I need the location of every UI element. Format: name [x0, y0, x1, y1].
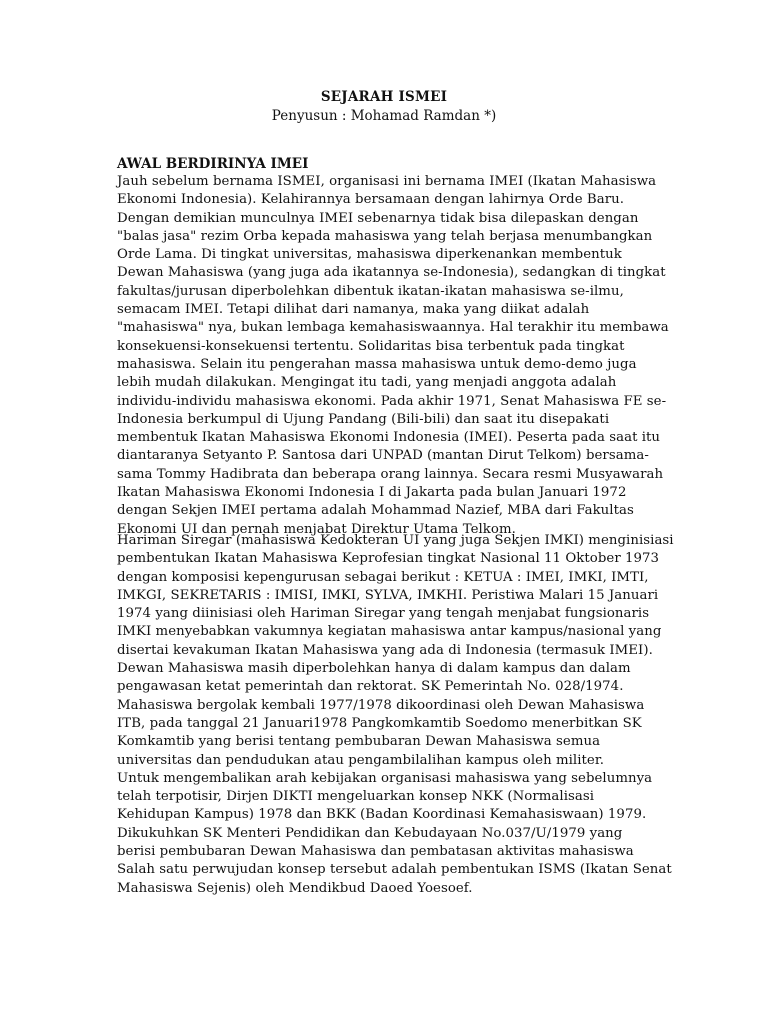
paragraph-line: diantaranya Setyanto P. Santosa dari UNPAD (mantan Dirut Telkom) bersama-: [117, 448, 649, 464]
paragraph-line: Indonesia berkumpul di Ujung Pandang (Bili-bili) dan saat itu disepakati: [117, 411, 610, 427]
paragraph-line: IMKGI, SEKRETARIS : IMISI, IMKI, SYLVA, IMKHI. Peristiwa Malari 15 Januari: [117, 587, 659, 603]
paragraph-line: Komkamtib yang berisi tentang pembubaran Dewan Mahasiswa semua: [117, 734, 601, 750]
paragraph-line: ITB, pada tanggal 21 Januari1978 Pangkomkamtib Soedomo menerbitkan SK: [117, 715, 642, 731]
paragraph-line: Jauh sebelum bernama ISMEI, organisasi ini bernama IMEI (Ikatan Mahasiswa: [117, 174, 657, 189]
document-author: Penyusun : Mohamad Ramdan *): [271, 108, 497, 124]
paragraph-line: Mahasiswa Sejenis) oleh Mendikbud Daoed Yoesoef.: [117, 880, 473, 896]
paragraph-line: Salah satu perwujudan konsep tersebut adalah pembentukan ISMS (Ikatan Senat: [117, 862, 672, 878]
paragraph-line: pengawasan ketat pemerintah dan rektorat. SK Pemerintah No. 028/1974.: [117, 679, 624, 695]
paragraph-line: sama Tommy Hadibrata dan beberapa orang lainnya. Secara resmi Musyawarah: [117, 466, 664, 482]
paragraph-line: lebih mudah dilakukan. Mengingat itu tadi, yang menjadi anggota adalah: [117, 375, 617, 391]
paragraph-line: dengan komposisi kepengurusan sebagai berikut : KETUA : IMEI, IMKI, IMTI,: [117, 569, 649, 585]
paragraph-line: disertai kevakuman Ikatan Mahasiswa yang ada di Indonesia (termasuk IMEI).: [117, 642, 653, 658]
paragraph-line: konsekuensi-konsekuensi tertentu. Solidaritas bisa terbentuk pada tingkat: [117, 338, 625, 354]
paragraph-1: [117, 173, 737, 539]
paragraph-line: berisi pembubaran Dewan Mahasiswa dan pembatasan aktivitas mahasiswa: [117, 844, 634, 860]
paragraph-2: [117, 532, 737, 898]
paragraph-line: fakultas/jurusan diperbolehkan dibentuk ikatan-ikatan mahasiswa se-ilmu,: [117, 283, 624, 299]
paragraph-line: Dikukuhkan SK Menteri Pendidikan dan Kebudayaan No.037/U/1979 yang: [117, 825, 623, 841]
paragraph-line: Dewan Mahasiswa masih diperbolehkan hanya di dalam kampus dan dalam: [117, 661, 631, 677]
paragraph-line: Orde Lama. Di tingkat universitas, mahasiswa diperkenankan membentuk: [117, 247, 622, 263]
paragraph-line: 1974 yang diinisiasi oleh Hariman Siregar yang tengah menjabat fungsionaris: [117, 606, 650, 622]
paragraph-line: Ekonomi Indonesia). Kelahirannya bersamaan dengan lahirnya Orde Baru.: [117, 192, 625, 208]
paragraph-line: telah terpotisir, Dirjen DIKTI mengeluarkan konsep NKK (Normalisasi: [117, 789, 595, 805]
paragraph-line: Hariman Siregar (mahasiswa Kedokteran UI yang juga Sekjen IMKI) menginisiasi: [117, 533, 674, 548]
paragraph-line: individu-individu mahasiswa ekonomi. Pada akhir 1971, Senat Mahasiswa FE se-: [117, 393, 667, 409]
paragraph-line: Untuk mengembalikan arah kebijakan organisasi mahasiswa yang sebelumnya: [117, 770, 653, 786]
paragraph-line: IMKI menyebabkan vakumnya kegiatan mahasiswa antar kampus/nasional yang: [117, 624, 662, 640]
paragraph-line: Dewan Mahasiswa (yang juga ada ikatannya se-Indonesia), sedangkan di tingkat: [117, 265, 666, 281]
paragraph-line: "balas jasa" rezim Orba kepada mahasiswa yang telah berjasa menumbangkan: [117, 228, 653, 244]
paragraph-line: semacam IMEI. Tetapi dilihat dari namanya, maka yang diikat adalah: [117, 302, 590, 318]
paragraph-line: mahasiswa. Selain itu pengerahan massa mahasiswa untuk demo-demo juga: [117, 356, 637, 372]
paragraph-line: membentuk Ikatan Mahasiswa Ekonomi Indonesia (IMEI). Peserta pada saat itu: [117, 430, 661, 446]
paragraph-line: dengan Sekjen IMEI pertama adalah Mohammad Nazief, MBA dari Fakultas: [117, 503, 634, 519]
section-heading: AWAL BERDIRINYA IMEI: [117, 156, 309, 172]
paragraph-line: "mahasiswa" nya, bukan lembaga kemahasiswaannya. Hal terakhir itu membawa: [117, 320, 669, 336]
paragraph-line: Ikatan Mahasiswa Ekonomi Indonesia I di Jakarta pada bulan Januari 1972: [117, 485, 627, 501]
paragraph-line: Dengan demikian munculnya IMEI sebenarnya tidak bisa dilepaskan dengan: [117, 210, 639, 226]
document-title: SEJARAH ISMEI: [320, 89, 448, 105]
paragraph-line: Kehidupan Kampus) 1978 dan BKK (Badan Koordinasi Kemahasiswaan) 1979.: [117, 807, 647, 823]
paragraph-line: Mahasiswa bergolak kembali 1977/1978 dikoordinasi oleh Dewan Mahasiswa: [117, 697, 645, 713]
paragraph-line: Ekonomi UI dan pernah menjabat Direktur Utama Telkom.: [117, 521, 516, 537]
paragraph-line: pembentukan Ikatan Mahasiswa Keprofesian tingkat Nasional 11 Oktober 1973: [117, 551, 660, 567]
paragraph-line: universitas dan pendudukan atau pengambilalihan kampus oleh militer.: [117, 752, 605, 768]
